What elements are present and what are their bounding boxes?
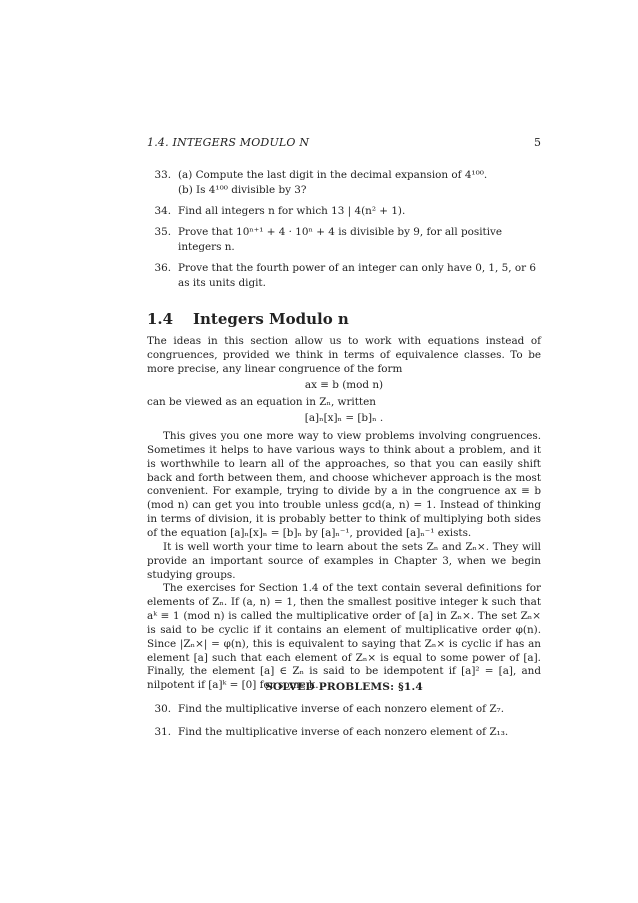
exercise-text: Find all integers n for which 13 | 4(n² + 1). bbox=[178, 205, 406, 217]
problem-text: Find the multiplicative inverse of each nonzero element of Z₁₃. bbox=[178, 726, 509, 738]
paragraph: It is well worth your time to learn about the sets Zₙ and Zₙ×. They will provide an important source of examples in Chapter 3, when we begin studying groups. bbox=[147, 540, 541, 581]
display-equation: [a]ₙ[x]ₙ = [b]ₙ . bbox=[304, 412, 384, 425]
solved-problems-heading: SOLVED PROBLEMS: §1.4 bbox=[265, 681, 423, 693]
paragraph: This gives you one more way to view problems involving congruences. Sometimes it helps to have various ways to think about a problem, and it is worthwhile to learn all of the approaches, so that you can easily shift back and forth between them, and choose whichever approach is the most convenient. For example, trying to divide by a in the congruence ax ≡ b (mod n) can get you into trouble unless gcd(a, n) = 1. Instead of thinking in terms of division, it is probably better to think of multiplying both sides of the equation [a]ₙ[x]ₙ = [b]ₙ by [a]ₙ⁻¹, provided [a]ₙ⁻¹ exists. bbox=[147, 430, 541, 539]
exercise-number: 36. bbox=[154, 262, 171, 274]
exercise-text: Prove that the fourth power of an integer can only have 0, 1, 5, or 6 as its units digit. bbox=[178, 262, 537, 289]
page-number: 5 bbox=[534, 136, 541, 149]
exercise-34 bbox=[147, 204, 541, 219]
exercise-33 bbox=[147, 168, 541, 198]
section-heading bbox=[147, 310, 349, 328]
exercise-text: (b) Is 4¹⁰⁰ divisible by 3? bbox=[178, 184, 307, 196]
paragraph: The exercises for Section 1.4 of the text contain several definitions for elements of Zₙ. If (a, n) = 1, then the smallest positive integer k such that aᵏ ≡ 1 (mod n) is called the multiplicative order of [a] in Zₙ×. The set Zₙ× is said to be cyclic if it contains an element of multiplicative order φ(n). Since |Zₙ×| = φ(n), this is equivalent to saying that Zₙ× is cyclic if has an element [a] such that each element of Zₙ× is equal to some power of [a]. Finally, the element [a] ∈ Zₙ is said to be idempotent if [a]² = [a], and nilpotent if [a]ᵏ = [0] for some k. bbox=[147, 582, 541, 692]
section-title: Integers Modulo n bbox=[193, 310, 349, 328]
solved-problems-list bbox=[147, 702, 541, 748]
problem-number: 30. bbox=[154, 703, 171, 715]
solved-problem-31 bbox=[147, 725, 541, 740]
section-number: 1.4 bbox=[147, 310, 174, 328]
exercise-text: Prove that 10ⁿ⁺¹ + 4 · 10ⁿ + 4 is divisible by 9, for all positive integers n. bbox=[178, 226, 503, 253]
problem-number: 31. bbox=[154, 726, 171, 738]
exercise-list bbox=[147, 168, 541, 297]
display-equation: ax ≡ b (mod n) bbox=[304, 378, 384, 391]
problem-text: Find the multiplicative inverse of each nonzero element of Z₇. bbox=[178, 703, 505, 715]
exercise-number: 33. bbox=[154, 169, 171, 181]
solved-problem-30 bbox=[147, 702, 541, 717]
exercise-35 bbox=[147, 225, 541, 255]
exercise-36 bbox=[147, 261, 541, 291]
paragraph: can be viewed as an equation in Zₙ, written bbox=[147, 396, 376, 409]
running-header-title: 1.4. INTEGERS MODULO N bbox=[147, 136, 310, 149]
section-body bbox=[147, 335, 541, 693]
exercise-number: 34. bbox=[154, 205, 171, 217]
exercise-number: 35. bbox=[154, 226, 171, 238]
exercise-text: (a) Compute the last digit in the decimal expansion of 4¹⁰⁰. bbox=[178, 169, 488, 181]
paragraph: The ideas in this section allow us to work with equations instead of congruences, provided we think in terms of equivalence classes. To be more precise, any linear congruence of the form bbox=[147, 335, 541, 375]
